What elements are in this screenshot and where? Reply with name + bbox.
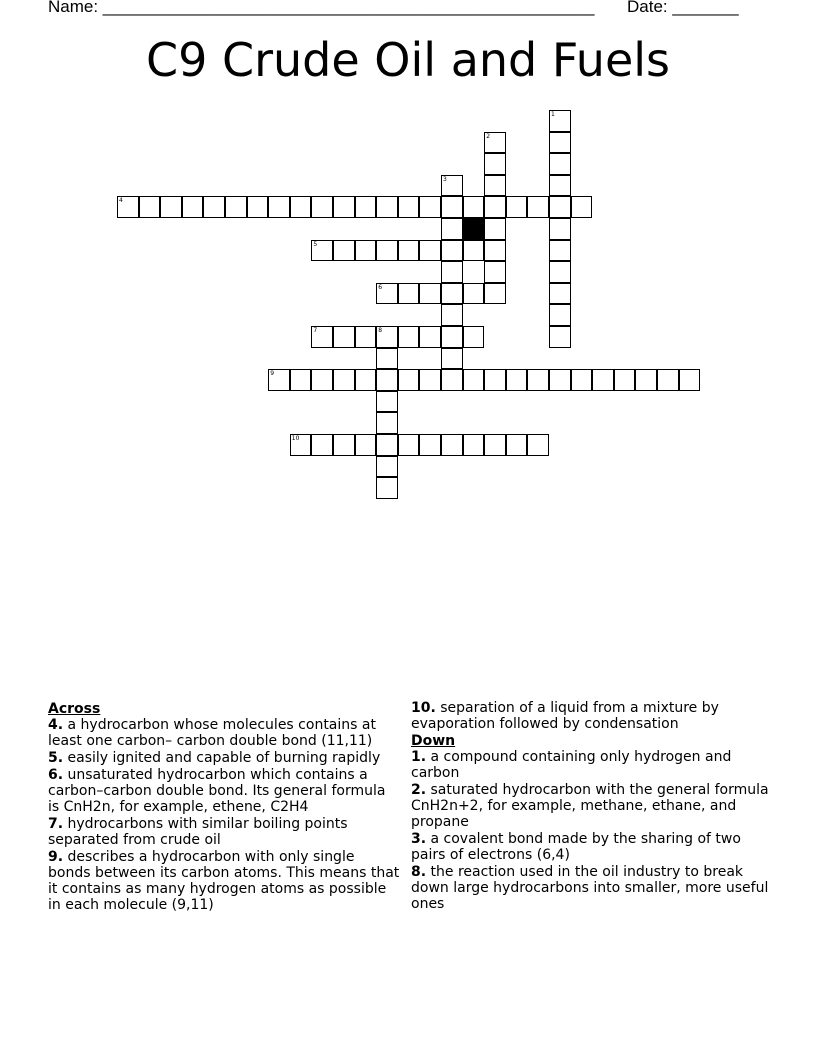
down-clue-2: [411, 782, 771, 830]
grid-cell[interactable]: [484, 434, 506, 456]
grid-cell[interactable]: [614, 369, 636, 391]
grid-cell[interactable]: [571, 196, 593, 218]
grid-cell[interactable]: [441, 240, 463, 262]
grid-cell[interactable]: [419, 196, 441, 218]
clue-number-1: 1: [551, 111, 555, 118]
grid-cell[interactable]: [247, 196, 269, 218]
across-clue-6: [48, 767, 400, 815]
grid-cell[interactable]: [441, 175, 463, 197]
grid-cell[interactable]: [290, 196, 312, 218]
grid-cell[interactable]: [484, 153, 506, 175]
grid-cell[interactable]: [549, 196, 571, 218]
grid-cell[interactable]: [311, 369, 333, 391]
clue-text: the reaction used in the oil industry to break down large hydrocarbons into smaller, more useful ones: [411, 864, 769, 912]
clue-text: a hydrocarbon whose molecules contains at least one carbon– carbon double bond (11,11): [48, 717, 376, 749]
grid-cell[interactable]: [441, 304, 463, 326]
grid-cell[interactable]: [376, 283, 398, 305]
grid-cell[interactable]: [398, 369, 420, 391]
clue-number: 3.: [411, 831, 427, 847]
clue-text: a covalent bond made by the sharing of two pairs of electrons (6,4): [411, 831, 741, 863]
grid-cell[interactable]: [311, 326, 333, 348]
grid-cell[interactable]: [484, 175, 506, 197]
grid-cell[interactable]: [117, 196, 139, 218]
grid-cell[interactable]: [268, 196, 290, 218]
grid-cell[interactable]: [376, 391, 398, 413]
grid-cell[interactable]: [376, 326, 398, 348]
grid-cell[interactable]: [333, 196, 355, 218]
grid-cell[interactable]: [311, 240, 333, 262]
grid-cell[interactable]: [376, 412, 398, 434]
grid-cell[interactable]: [419, 369, 441, 391]
grid-cell[interactable]: [441, 348, 463, 370]
clue-number-2: 2: [486, 132, 491, 140]
grid-cell[interactable]: [376, 456, 398, 478]
grid-cell[interactable]: [419, 283, 441, 305]
grid-cell[interactable]: [139, 196, 161, 218]
grid-cell[interactable]: [463, 369, 485, 391]
grid-cell[interactable]: [311, 196, 333, 218]
grid-cell[interactable]: [398, 283, 420, 305]
grid-cell[interactable]: [398, 240, 420, 262]
grid-cell[interactable]: [527, 434, 549, 456]
grid-cell[interactable]: [463, 283, 485, 305]
grid-cell[interactable]: [290, 369, 312, 391]
grid-cell[interactable]: [549, 175, 571, 197]
clue-number-4: 4: [119, 197, 123, 205]
across-clue-10: [411, 700, 771, 732]
clue-number: 7.: [48, 816, 64, 832]
grid-cell[interactable]: [549, 153, 571, 175]
crossword-grid: [0, 0, 816, 520]
grid-cell[interactable]: [463, 196, 485, 218]
clue-number: 2.: [411, 782, 427, 798]
grid-cell[interactable]: [225, 196, 247, 218]
grid-cell[interactable]: [376, 369, 398, 391]
grid-cell[interactable]: [419, 434, 441, 456]
grid-cell[interactable]: [484, 196, 506, 218]
grid-cell[interactable]: [592, 369, 614, 391]
page-title: C9 Crude Oil and Fuels: [145, 33, 670, 87]
grid-cell[interactable]: [679, 369, 701, 391]
grid-cell[interactable]: [484, 283, 506, 305]
clue-text: hydrocarbons with similar boiling points separated from crude oil: [48, 816, 348, 848]
grid-cell[interactable]: [355, 326, 377, 348]
clue-number: 9.: [48, 849, 64, 865]
grid-cell[interactable]: [506, 196, 528, 218]
grid-cell[interactable]: [419, 326, 441, 348]
name-field-label: Name: ____________________________________________________: [48, 0, 595, 16]
clue-text: saturated hydrocarbon with the general formula CnH2n+2, for example, methane, ethane, and propane: [411, 782, 769, 830]
grid-cell[interactable]: [311, 434, 333, 456]
grid-cell[interactable]: [203, 196, 225, 218]
grid-cell[interactable]: [463, 434, 485, 456]
grid-cell[interactable]: [549, 132, 571, 154]
grid-cell[interactable]: [355, 196, 377, 218]
grid-cell[interactable]: [376, 240, 398, 262]
grid-cell[interactable]: [549, 369, 571, 391]
clue-number: 4.: [48, 717, 64, 733]
down-clue-3: [411, 831, 771, 863]
clue-number-3: 3: [443, 175, 447, 183]
grid-cell[interactable]: [484, 261, 506, 283]
grid-cell[interactable]: [419, 240, 441, 262]
grid-cell[interactable]: [549, 326, 571, 348]
grid-cell[interactable]: [484, 369, 506, 391]
grid-cell[interactable]: [463, 326, 485, 348]
grid-cell[interactable]: [571, 369, 593, 391]
clue-text: a compound containing only hydrogen and carbon: [411, 749, 732, 781]
clue-number-10: 10: [291, 435, 300, 442]
clue-number-6: 6: [378, 283, 383, 291]
down-clue-list: [411, 749, 771, 912]
grid-cell[interactable]: [333, 240, 355, 262]
grid-cell[interactable]: [376, 477, 398, 499]
grid-cell[interactable]: [657, 369, 679, 391]
clue-number: 8.: [411, 864, 427, 880]
across-clue-list-continued: [411, 700, 771, 732]
across-clue-9: [48, 849, 400, 913]
across-clue-list: [48, 717, 400, 913]
grid-cell[interactable]: [441, 218, 463, 240]
grid-cell[interactable]: [376, 196, 398, 218]
across-clue-5: [48, 750, 400, 766]
clue-text: easily ignited and capable of burning rapidly: [63, 750, 381, 766]
grid-cell[interactable]: [484, 240, 506, 262]
across-clue-4: [48, 717, 400, 749]
clue-text: describes a hydrocarbon with only single bonds between its carbon atoms. This means that it contains as many hydrogen atoms as possible in each molecule (9,11): [48, 849, 400, 913]
grid-cell[interactable]: [376, 434, 398, 456]
clue-number: 10.: [411, 700, 436, 716]
grid-cell[interactable]: [355, 369, 377, 391]
clue-number-7: 7: [313, 327, 318, 334]
grid-cell[interactable]: [441, 283, 463, 305]
grid-cell[interactable]: [441, 326, 463, 348]
grid-cell[interactable]: [549, 240, 571, 262]
shaded-cell: [463, 218, 485, 240]
clue-number-5: 5: [313, 240, 318, 248]
grid-cell[interactable]: [549, 261, 571, 283]
across-clue-7: [48, 816, 400, 848]
grid-cell[interactable]: [441, 196, 463, 218]
grid-cell[interactable]: [333, 434, 355, 456]
clues-column-right: [411, 700, 771, 913]
grid-cell[interactable]: [549, 110, 571, 132]
clue-number-9: 9: [270, 370, 275, 378]
across-heading: Across: [48, 701, 101, 717]
grid-cell[interactable]: [333, 326, 355, 348]
grid-cell[interactable]: [549, 283, 571, 305]
grid-cell[interactable]: [527, 196, 549, 218]
clue-number-8: 8: [378, 327, 383, 334]
grid-cell[interactable]: [527, 369, 549, 391]
grid-cell[interactable]: [290, 434, 312, 456]
clue-number: 1.: [411, 749, 427, 765]
grid-cell[interactable]: [506, 434, 528, 456]
clue-number: 5.: [48, 750, 64, 766]
clue-number: 6.: [48, 767, 64, 783]
grid-cell[interactable]: [484, 132, 506, 154]
grid-cell[interactable]: [463, 240, 485, 262]
grid-cell[interactable]: [376, 348, 398, 370]
grid-cell[interactable]: [549, 304, 571, 326]
grid-cell[interactable]: [506, 369, 528, 391]
clues-column-left: [48, 700, 400, 914]
grid-cell[interactable]: [441, 369, 463, 391]
grid-cell[interactable]: [268, 369, 290, 391]
grid-cell[interactable]: [441, 434, 463, 456]
down-heading: Down: [411, 733, 456, 749]
grid-cell[interactable]: [333, 369, 355, 391]
grid-cell[interactable]: [160, 196, 182, 218]
grid-cell[interactable]: [398, 434, 420, 456]
clue-text: separation of a liquid from a mixture by evaporation followed by condensation: [411, 700, 719, 732]
clue-text: unsaturated hydrocarbon which contains a carbon–carbon double bond. Its general formula is CnH2n, for example, ethene, C2H4: [48, 767, 386, 815]
grid-cell[interactable]: [441, 261, 463, 283]
grid-cell[interactable]: [398, 326, 420, 348]
date-field-label: Date: _______: [627, 0, 739, 16]
grid-cell[interactable]: [355, 240, 377, 262]
down-clue-1: [411, 749, 771, 781]
grid-cell[interactable]: [398, 196, 420, 218]
down-clue-8: [411, 864, 771, 912]
grid-cell[interactable]: [635, 369, 657, 391]
grid-cell[interactable]: [484, 218, 506, 240]
grid-cell[interactable]: [182, 196, 204, 218]
grid-cell[interactable]: [549, 218, 571, 240]
grid-cell[interactable]: [355, 434, 377, 456]
